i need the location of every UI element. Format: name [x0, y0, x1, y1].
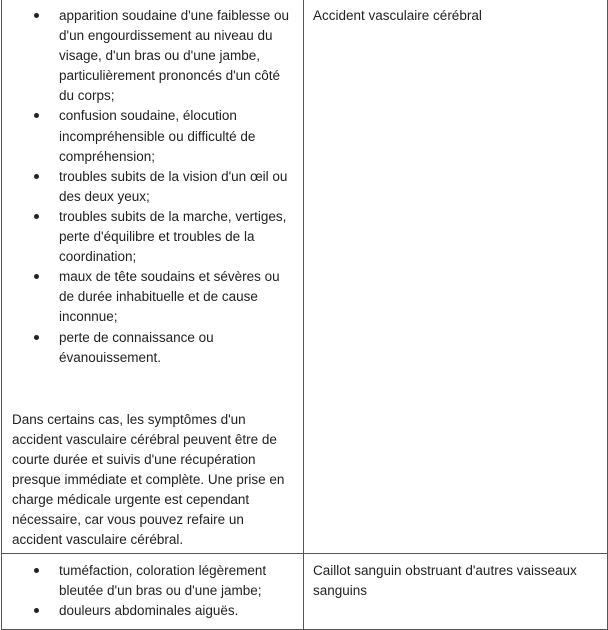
table-row: [2, 553, 608, 629]
note-paragraph: Dans certains cas, les symptômes d'un accident vasculaire cérébral peuvent être de courte durée et suivis d'une récupération presque immédiate et complète. Une prise en charge médicale urgente est cependant nécessaire, car vous pouvez refaire un accident vasculaire cérébral.: [12, 411, 285, 548]
symptom-text: perte de connaissance ou évanouissement.: [59, 329, 214, 365]
condition-text: Accident vasculaire cérébral: [313, 8, 482, 23]
bullet-icon: [34, 274, 39, 279]
symptoms-cell: [2, 553, 304, 629]
symptom-list: [2, 0, 303, 368]
list-item: [12, 267, 295, 327]
bullet-icon: [34, 214, 39, 219]
bullet-icon: [34, 13, 39, 18]
list-item: [12, 106, 295, 166]
condition-cell: [304, 0, 608, 553]
condition-text: Caillot sanguin obstruant d'autres vaisseaux sanguins: [313, 562, 577, 598]
bullet-icon: [34, 174, 39, 179]
list-item: [12, 601, 295, 621]
symptom-text: tuméfaction, coloration légèrement bleutée d'un bras ou d'une jambe;: [59, 562, 267, 598]
list-item: [12, 207, 295, 267]
bullet-icon: [34, 335, 39, 340]
table-row: [2, 0, 608, 553]
symptom-text: confusion soudaine, élocution incompréhensible ou difficulté de compréhension;: [59, 108, 256, 164]
symptom-text: douleurs abdominales aiguës.: [59, 603, 239, 618]
list-item: [12, 6, 295, 106]
symptom-text: troubles subits de la marche, vertiges, perte d'équilibre et troubles de la coordination;: [59, 208, 287, 265]
bullet-icon: [34, 568, 39, 573]
symptom-text: troubles subits de la vision d'un œil ou des deux yeux;: [59, 168, 288, 204]
list-item: [12, 328, 295, 368]
symptom-list: [2, 554, 303, 621]
bullet-icon: [34, 113, 39, 118]
symptom-text: apparition soudaine d'une faiblesse ou d'un engourdissement au niveau du visage, d'un bras ou d'une jambe, particulièrement prononcés d'un côté du corps;: [59, 8, 290, 104]
condition-cell: [304, 553, 608, 629]
list-item: [12, 561, 295, 601]
symptom-text: maux de tête soudains et sévères ou de durée inhabituelle et de cause inconnue;: [59, 269, 280, 325]
list-item: [12, 167, 295, 207]
bullet-icon: [34, 608, 39, 613]
symptoms-table: [1, 0, 608, 630]
symptoms-cell: [2, 0, 304, 553]
